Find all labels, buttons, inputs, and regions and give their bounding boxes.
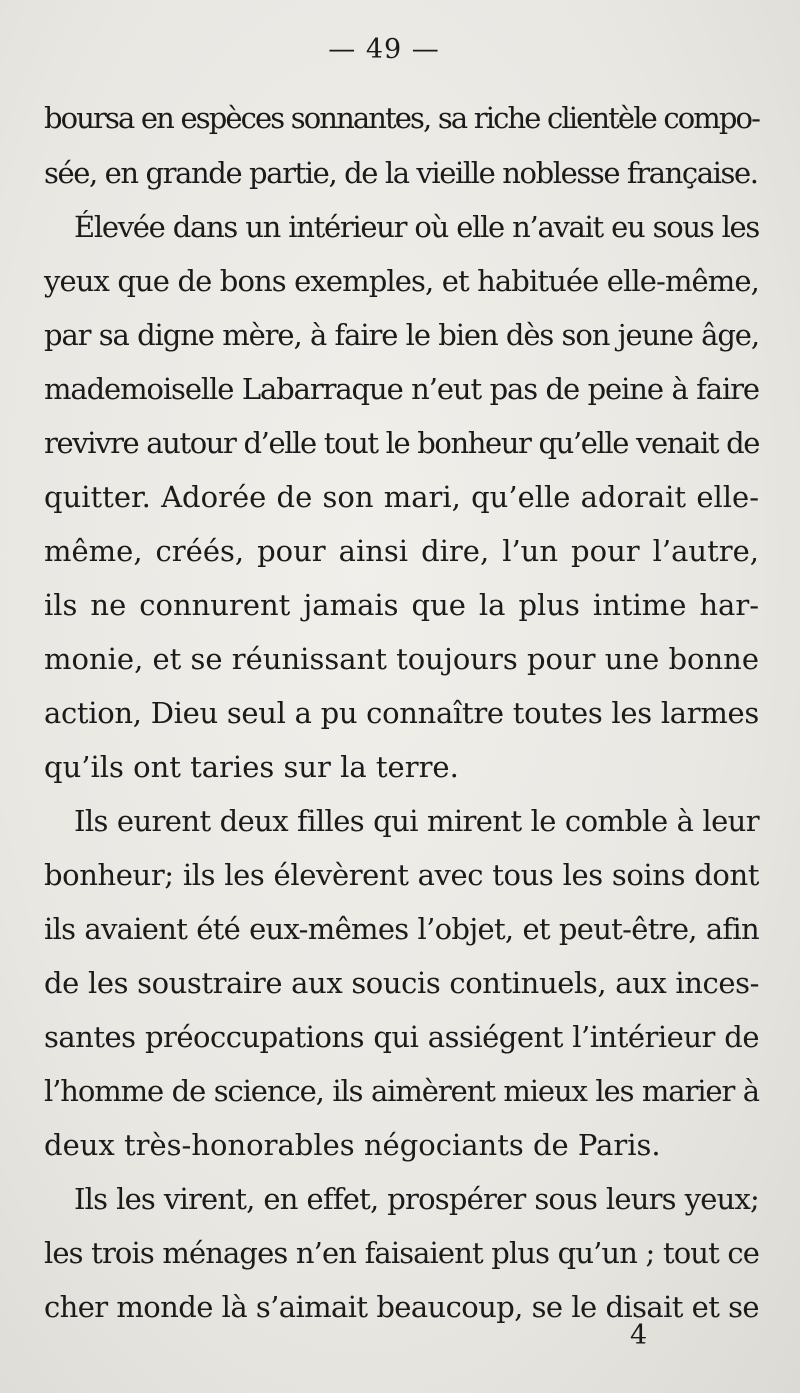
text-line: mademoiselle Labarraque n’eut pas de peine à faire [44, 372, 759, 406]
text-line: deux très-honorables négociants de Paris. [44, 1128, 661, 1162]
text-line: de les soustraire aux soucis continuels, aux inces- [44, 966, 759, 1000]
text-line: sée, en grande partie, de la vieille noblesse française. [44, 156, 758, 190]
text-line: santes préoccupations qui assiégent l’intérieur de [44, 1020, 759, 1054]
text-line: ils ne connurent jamais que la plus intime har- [44, 588, 759, 622]
text-line: par sa digne mère, à faire le bien dès son jeune âge, [44, 318, 759, 352]
text-line: cher monde là s’aimait beaucoup, se le disait et se [44, 1290, 759, 1324]
text-line: quitter. Adorée de son mari, qu’elle adorait elle- [44, 480, 759, 514]
signature-mark: 4 [630, 1320, 648, 1351]
text-line: boursa en espèces sonnantes, sa riche clientèle compo- [44, 101, 759, 135]
text-line: les trois ménages n’en faisaient plus qu’un ; tout ce [44, 1236, 759, 1270]
page-number: — 49 — [328, 34, 440, 65]
text-line: Ils eurent deux filles qui mirent le comble à leur [74, 804, 759, 838]
text-line: qu’ils ont taries sur la terre. [44, 750, 459, 784]
text-line: monie, et se réunissant toujours pour une bonne [44, 642, 760, 676]
text-line: Élevée dans un intérieur où elle n’avait eu sous les [74, 210, 759, 244]
text-line: revivre autour d’elle tout le bonheur qu’elle venait de [44, 426, 759, 460]
text-line: bonheur; ils les élevèrent avec tous les soins dont [44, 858, 759, 892]
text-line: yeux que de bons exemples, et habituée elle-même, [44, 264, 759, 298]
text-line: Ils les virent, en effet, prospérer sous leurs yeux; [74, 1182, 759, 1216]
text-line: ils avaient été eux-mêmes l’objet, et peut-être, afin [44, 912, 759, 946]
text-line: action, Dieu seul a pu connaître toutes les larmes [44, 696, 759, 730]
text-line: l’homme de science, ils aimèrent mieux les marier à [44, 1074, 759, 1108]
text-line: même, créés, pour ainsi dire, l’un pour l’autre, [44, 534, 759, 568]
